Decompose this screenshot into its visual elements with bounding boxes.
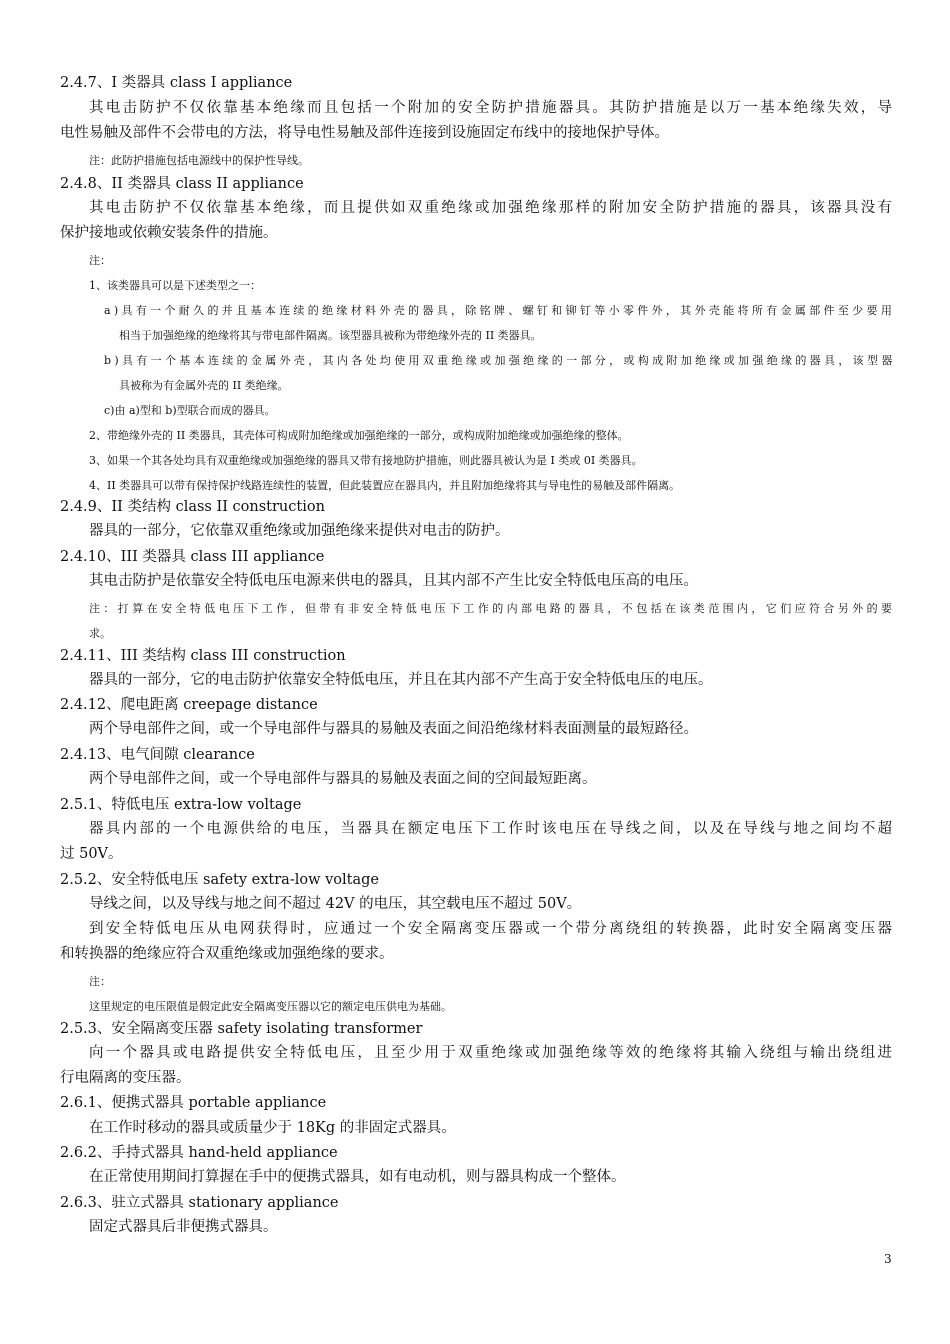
section-heading: 2.5.3、安全隔离变压器 safety isolating transformer [60, 1021, 423, 1037]
paragraph-line: 保护接地或依赖安装条件的措施。 [60, 225, 278, 241]
paragraph-line: 固定式器具后非便携式器具。 [89, 1219, 278, 1235]
section-heading: 2.6.1、便携式器具 portable appliance [60, 1095, 327, 1111]
paragraph-line: 行电隔离的变压器。 [60, 1070, 191, 1086]
paragraph-line: 到安全特低电压从电网获得时，应通过一个安全隔离变压器或一个带分离绕组的转换器，此时安全隔离变压器 [89, 921, 895, 937]
section-heading: 2.4.11、III 类结构 class III construction [60, 648, 346, 664]
paragraph-line: 两个导电部件之间，或一个导电部件与器具的易触及表面之间的空间最短距离。 [89, 771, 597, 787]
page-number: 3 [884, 1252, 892, 1266]
paragraph-line: 两个导电部件之间，或一个导电部件与器具的易触及表面之间沿绝缘材料表面测量的最短路径。 [89, 721, 698, 737]
section-heading: 2.4.13、电气间隙 clearance [60, 747, 255, 763]
paragraph-line: 器具的一部分，它依靠双重绝缘或加强绝缘来提供对电击的防护。 [89, 523, 510, 539]
note-line: 求。 [89, 627, 111, 640]
section-heading: 2.4.7、I 类器具 class I appliance [60, 75, 293, 91]
section-heading: 2.4.8、II 类器具 class II appliance [60, 176, 304, 192]
note-line: 具被称为有金属外壳的 II 类绝缘。 [119, 379, 289, 392]
paragraph-line: 和转换器的绝缘应符合双重绝缘或加强绝缘的要求。 [60, 946, 394, 962]
paragraph-line: 电性易触及部件不会带电的方法，将导电性易触及部件连接到设施固定布线中的接地保护导体。 [60, 125, 669, 141]
note-line: 相当于加强绝缘的绝缘将其与带电部件隔离。该型器具被称为带绝缘外壳的 II 类器具。 [119, 329, 542, 342]
note-line: 这里规定的电压限值是假定此安全隔离变压器以它的额定电压供电为基础。 [89, 1000, 452, 1013]
section-heading: 2.5.2、安全特低电压 safety extra-low voltage [60, 872, 380, 888]
note-line: c)由 a)型和 b)型联合而成的器具。 [104, 404, 276, 417]
section-heading: 2.5.1、特低电压 extra-low voltage [60, 797, 302, 813]
paragraph-line: 过 50V。 [60, 846, 123, 862]
section-heading: 2.4.10、III 类器具 class III appliance [60, 549, 325, 565]
paragraph-line: 向一个器具或电路提供安全特低电压，且至少用于双重绝缘或加强绝缘等效的绝缘将其输入绕组与输出绕组进 [89, 1045, 895, 1061]
note-line: b)具有一个基本连续的金属外壳，其内各处均使用双重绝缘或加强绝缘的一部分，或构成附加绝缘或加强绝缘的器具，该型器 [104, 354, 896, 367]
paragraph-line: 在工作时移动的器具或质量少于 18Kg 的非固定式器具。 [89, 1120, 456, 1136]
note-line: a)具有一个耐久的并且基本连续的绝缘材料外壳的器具，除铭牌、螺钉和铆钉等小零件外，其外壳能将所有金属部件至少要用 [104, 304, 896, 317]
paragraph-line: 其电击防护不仅依靠基本绝缘而且包括一个附加的安全防护措施器具。其防护措施是以万一基本绝缘失效，导 [89, 100, 895, 116]
section-heading: 2.6.3、驻立式器具 stationary appliance [60, 1195, 339, 1211]
note-line: 2、带绝缘外壳的 II 类器具，其壳体可构成附加绝缘或加强绝缘的一部分，或构成附加绝缘或加强绝缘的整体。 [89, 429, 629, 442]
note-line: 注：此防护措施包括电源线中的保护性导线。 [89, 154, 309, 167]
paragraph-line: 器具的一部分，它的电击防护依靠安全特低电压，并且在其内部不产生高于安全特低电压的电压。 [89, 672, 713, 688]
note-line: 注：打算在安全特低电压下工作，但带有非安全特低电压下工作的内部电路的器具，不包括在该类范围内，它们应符合另外的要 [89, 602, 896, 615]
section-heading: 2.6.2、手持式器具 hand-held appliance [60, 1145, 338, 1161]
paragraph-line: 其电击防护是依靠安全特低电压电源来供电的器具，且其内部不产生比安全特低电压高的电压。 [89, 573, 698, 589]
section-heading: 2.4.9、II 类结构 class II construction [60, 499, 325, 515]
paragraph-line: 导线之间，以及导线与地之间不超过 42V 的电压，其空载电压不超过 50V。 [89, 896, 582, 912]
note-line: 3、如果一个其各处均具有双重绝缘或加强绝缘的器具又带有接地防护措施，则此器具被认为是 I 类或 0I 类器具。 [89, 454, 643, 467]
paragraph-line: 其电击防护不仅依靠基本绝缘，而且提供如双重绝缘或加强绝缘那样的附加安全防护措施的器具，该器具没有 [89, 200, 895, 216]
section-heading: 2.4.12、爬电距离 creepage distance [60, 697, 318, 713]
note-line: 4、II 类器具可以带有保持保护线路连续性的装置，但此装置应在器具内，并且附加绝缘将其与导电性的易触及部件隔离。 [89, 479, 681, 492]
note-line: 注： [89, 254, 111, 267]
note-line: 1、该类器具可以是下述类型之一： [89, 279, 261, 292]
note-line: 注： [89, 975, 111, 988]
paragraph-line: 在正常使用期间打算握在手中的便携式器具，如有电动机，则与器具构成一个整体。 [89, 1169, 626, 1185]
paragraph-line: 器具内部的一个电源供给的电压，当器具在额定电压下工作时该电压在导线之间，以及在导线与地之间均不超 [89, 821, 895, 837]
